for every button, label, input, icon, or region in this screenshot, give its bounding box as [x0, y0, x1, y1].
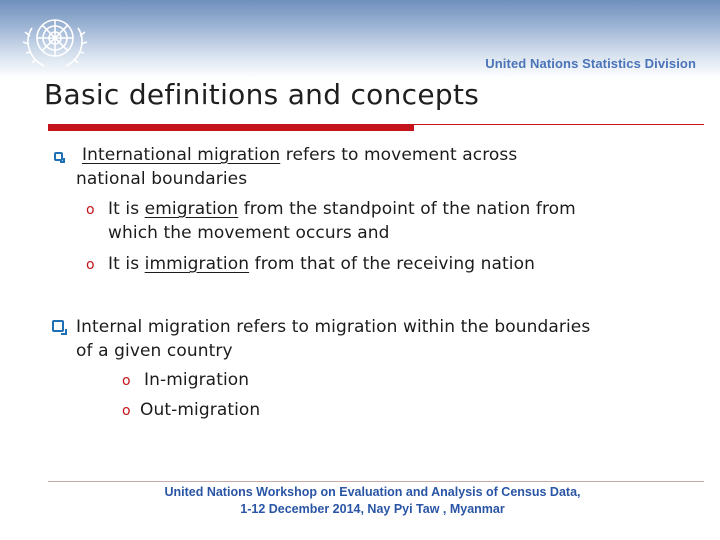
sub-bullet-emigration-cont: which the movement occurs and: [108, 223, 390, 243]
term-international-migration: International migration: [82, 145, 281, 165]
term-emigration: emigration: [144, 199, 239, 219]
organization-name: United Nations Statistics Division: [485, 56, 696, 71]
sub-bullet-out-migration: Out-migration: [140, 400, 261, 420]
bullet-box-icon: [52, 320, 64, 332]
bullet-box-icon: [54, 152, 63, 161]
slide-title: Basic definitions and concepts: [44, 78, 480, 111]
footer-rule: [48, 481, 704, 482]
bullet-2-line-1: Internal migration refers to migration within the boundaries: [76, 317, 591, 337]
sub-bullet-immigration: It is immigration from that of the receiving nation: [108, 254, 536, 274]
footer-line-2: 1-12 December 2014, Nay Pyi Taw , Myanmar: [240, 502, 505, 516]
sub-bullet-marker: o: [122, 403, 131, 419]
sub-bullet-in-migration: In-migration: [144, 370, 250, 390]
sub-bullet-marker: o: [86, 202, 95, 218]
footer-line-1: United Nations Workshop on Evaluation and Analysis of Census Data,: [164, 485, 581, 499]
sub-bullet-marker: o: [86, 257, 95, 273]
term-immigration: immigration: [144, 254, 250, 274]
bullet-2-line-2: of a given country: [76, 341, 233, 361]
sub-bullet-emigration: It is emigration from the standpoint of the nation from: [108, 199, 576, 219]
bullet-1-line-1: International migration refers to movement across: [82, 145, 518, 165]
bullet-1-line-2: national boundaries: [76, 169, 248, 189]
sub-bullet-marker: o: [122, 373, 131, 389]
